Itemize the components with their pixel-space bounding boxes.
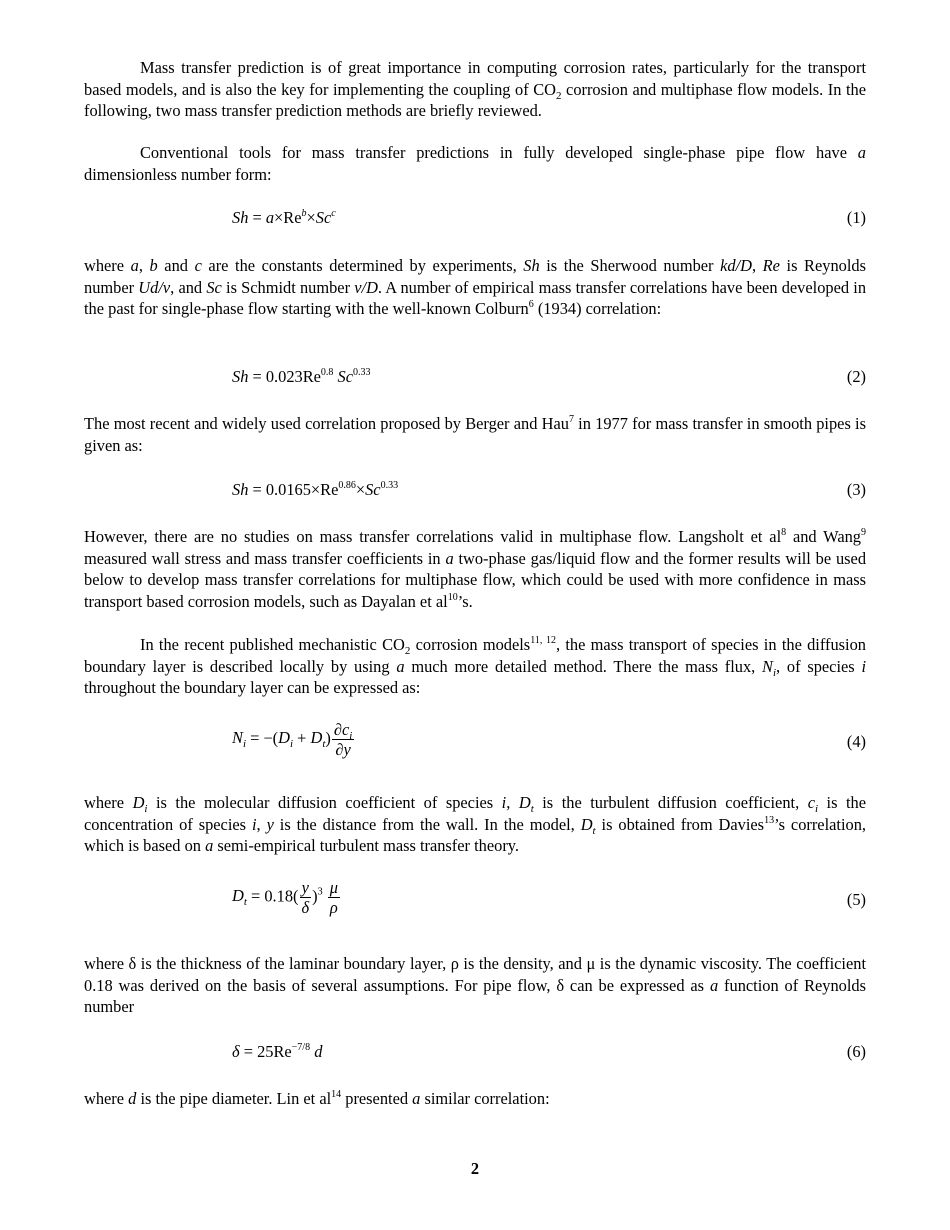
paragraph-5: However, there are no studies on mass transfer correlations valid in multiphase flow. Langsholt et $al^8$ and Wang$^9$ measured wall stress and mass transfer coefficients in a two-phase gas/liquid flow and the former results will be used below to develop mass transfer correlations for multiphase flow, which could be used with more confidence in mass transport based corrosion models, such as Dayalan et $al^{10}’s$.: [84, 527, 867, 611]
equation-3-number: (3): [846, 480, 866, 499]
equation-4-formula: $N_i = -(D_i + D_t)$ $\frac{\partial c_i}{\partial y}$: [232, 720, 353, 759]
equation-2-number: (2): [846, 367, 866, 386]
page-number: 2: [470, 1159, 480, 1178]
paragraph-6: In the recent published mechanistic $CO_2$ corrosion models$^{11, 12}$, the mass transport of species in the diffusion boundary layer is described locally by using a much more detailed method. There the mass flux, $N_i$, of species i throughout the boundary layer can be expressed as:: [84, 635, 866, 697]
equation-5-number: (5): [846, 890, 866, 909]
paragraph-3: where a, b and c are the constants determined by experiments, Sh is the Sherwood number kd/D, Re is Reynolds number Ud/ν, and Sc is Schmidt number ν/D. A number of empirical mass transfer correlations have been developed in the past for single-phase flow starting with the well-known Colburn$^6$ (1934) correlation:: [84, 256, 867, 318]
equation-6-number: (6): [846, 1042, 866, 1061]
paragraph-9: where d is the pipe diameter. Lin et $al^{14}$ presented a similar correlation:: [84, 1089, 550, 1108]
equation-1-formula: $Sh = a\times Re^b\times Sc^c$: [232, 208, 336, 227]
equation-5-formula: $D_t = 0.18$( $\frac{y}{\delta}$ )$^3$ $\frac{\mu}{\rho}$: [232, 878, 338, 917]
equation-1: [84, 207, 866, 237]
equation-1-number: (1): [846, 208, 866, 227]
equation-3-formula: $Sh = 0.0165\times Re^{0.86}\times Sc^{0.33}$: [232, 480, 399, 499]
equation-2: [84, 366, 866, 396]
equation-6-formula: $\delta = 25Re^{-7/8}$ d: [232, 1042, 323, 1061]
equation-4: [84, 720, 866, 759]
equation-6: [84, 1041, 866, 1071]
paragraph-1: Mass transfer prediction is of great importance in computing corrosion rates, particularly for the transport based models, and is also the key for implementing the coupling of $CO_2$ corrosion and multiphase flow models. In the following, two mass transfer prediction methods are briefly reviewed.: [84, 58, 866, 120]
equation-2-formula: $Sh = 0.023Re^{0.8}$ $Sc^{0.33}$: [232, 367, 371, 386]
paragraph-7: where $D_i$ is the molecular diffusion coefficient of species i, $D_t$ is the turbulent diffusion coefficient, $c_i$ is the concentration of species i, y is the distance from the wall. In the model, $D_t$ is obtained from Davies$^{13}$’s correlation, which is based on a semi-empirical turbulent mass transfer theory.: [84, 793, 867, 855]
equation-5: [84, 878, 866, 917]
paragraph-4: The most recent and widely used correlation proposed by Berger and Hau$^7$ in 1977 for mass transfer in smooth pipes is given as:: [84, 414, 866, 455]
paragraph-8: where δ is the thickness of the laminar boundary layer, ρ is the density, and μ is the dynamic viscosity. The coefficient 0.18 was derived on the basis of several assumptions. For pipe flow, δ can be expressed as a function of Reynolds number: [84, 954, 866, 1016]
equation-4-number: (4): [846, 732, 866, 751]
paragraph-2: Conventional tools for mass transfer predictions in fully developed single-phase pipe flow have a dimensionless number form:: [84, 143, 866, 184]
equation-3: [84, 479, 866, 509]
